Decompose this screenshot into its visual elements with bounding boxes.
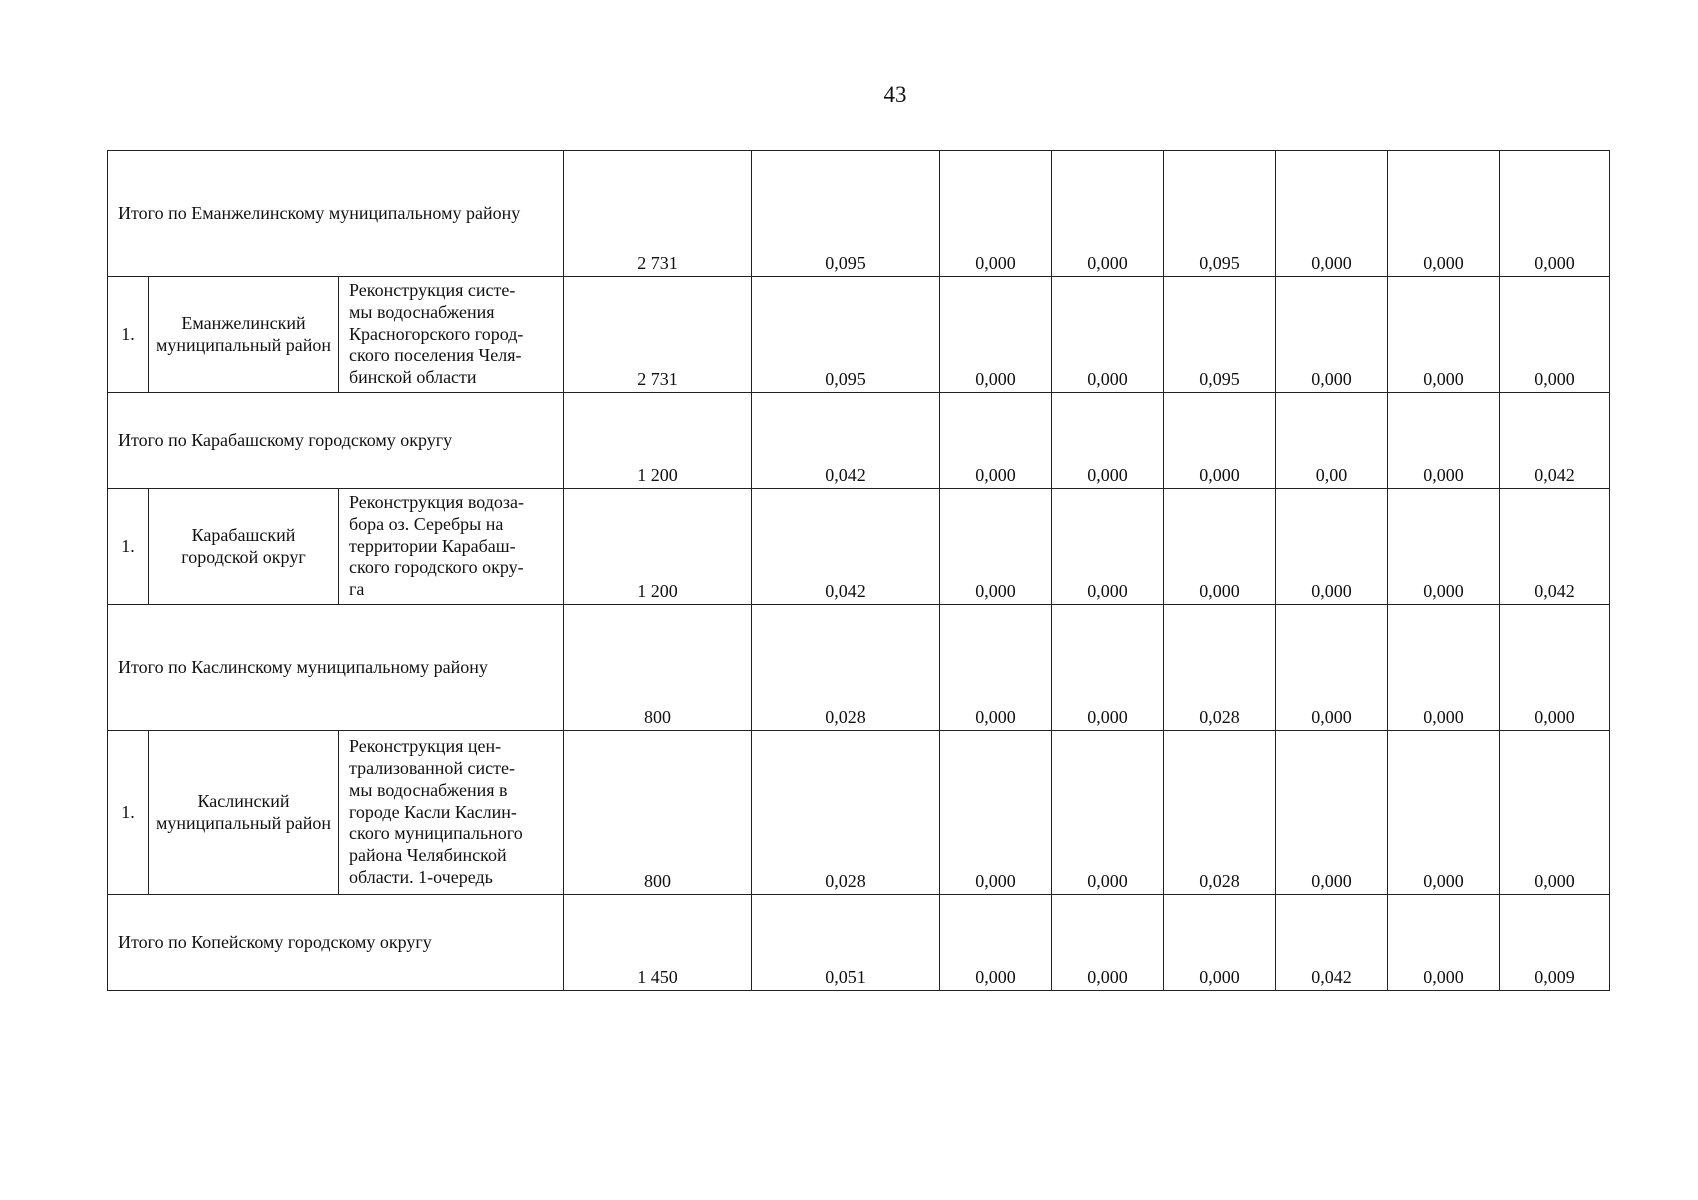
municipality-name: Карабашский городской округ [149,489,339,605]
value-cell: 2 731 [564,151,752,277]
total-row [108,151,1610,277]
value-cell: 0,000 [1276,489,1388,605]
value-cell: 0,000 [1388,489,1500,605]
value-cell: 0,000 [1500,731,1610,895]
project-line: ского городского окру- [349,557,524,578]
total-row [108,393,1610,489]
value-cell: 0,000 [940,393,1052,489]
value-cell: 0,000 [1388,277,1500,393]
value-cell: 0,000 [1052,151,1164,277]
value-cell: 800 [564,731,752,895]
project-line: городе Касли Каслин- [349,801,517,822]
value-cell: 0,000 [940,151,1052,277]
value-cell: 0,095 [752,151,940,277]
value-cell: 0,00 [1276,393,1388,489]
value-cell: 0,000 [1164,489,1276,605]
project-line: Реконструкция систе- [349,279,516,300]
value-cell: 0,000 [1276,151,1388,277]
project-line: района Челябинской [349,845,507,866]
row-index: 1. [108,277,149,393]
project-line: Красногорского город- [349,323,524,344]
total-label: Итого по Копейскому городскому округу [108,895,564,991]
value-cell: 0,000 [1052,393,1164,489]
value-cell: 0,000 [1500,605,1610,731]
value-cell: 0,028 [1164,731,1276,895]
municipality-name: Еманжелинский муниципальный район [149,277,339,393]
value-cell: 0,000 [940,489,1052,605]
value-cell: 1 450 [564,895,752,991]
value-cell: 0,042 [1500,489,1610,605]
page-number: 43 [883,82,907,107]
value-cell: 0,000 [940,895,1052,991]
value-cell: 0,000 [1276,277,1388,393]
value-cell: 0,000 [1500,151,1610,277]
project-line: мы водоснабжения [349,301,495,322]
data-table [107,150,1610,991]
value-cell: 0,000 [1388,731,1500,895]
value-cell: 0,051 [752,895,940,991]
value-cell: 0,000 [1388,895,1500,991]
total-row [108,605,1610,731]
row-index: 1. [108,731,149,895]
value-cell: 0,000 [940,277,1052,393]
value-cell: 1 200 [564,393,752,489]
value-cell: 2 731 [564,277,752,393]
value-cell: 0,042 [1276,895,1388,991]
project-line: Реконструкция водоза- [349,491,524,512]
value-cell: 0,000 [1276,731,1388,895]
project-line: ского поселения Челя- [349,345,522,366]
value-cell: 0,000 [1164,393,1276,489]
project-description [339,489,564,605]
project-line: области. 1-очередь [349,867,493,888]
value-cell: 0,000 [1052,895,1164,991]
project-description [339,731,564,895]
value-cell: 0,000 [1164,895,1276,991]
project-line: трализованной систе- [349,757,515,778]
value-cell: 0,000 [1388,605,1500,731]
total-label: Итого по Еманжелинскому муниципальному району [108,151,564,277]
value-cell: 0,000 [940,731,1052,895]
project-line: бинской области [349,367,477,388]
value-cell: 0,000 [1388,393,1500,489]
value-cell: 0,000 [1052,605,1164,731]
project-line: бора оз. Серебры на [349,513,504,534]
value-cell: 0,000 [1052,277,1164,393]
value-cell: 0,042 [752,489,940,605]
value-cell: 0,042 [752,393,940,489]
value-cell: 0,028 [752,731,940,895]
project-line: Реконструкция цен- [349,735,502,756]
total-label: Итого по Каслинскому муниципальному району [108,605,564,731]
value-cell: 0,000 [1052,731,1164,895]
project-description [339,277,564,393]
value-cell: 0,042 [1500,393,1610,489]
municipality-name: Каслинский муниципальный район [149,731,339,895]
item-row [108,731,1610,895]
value-cell: 0,028 [1164,605,1276,731]
value-cell: 0,095 [752,277,940,393]
value-cell: 0,000 [1388,151,1500,277]
project-line: мы водоснабжения в [349,779,508,800]
value-cell: 1 200 [564,489,752,605]
value-cell: 0,000 [1052,489,1164,605]
value-cell: 0,095 [1164,151,1276,277]
item-row [108,489,1610,605]
value-cell: 0,009 [1500,895,1610,991]
value-cell: 800 [564,605,752,731]
value-cell: 0,000 [940,605,1052,731]
project-line: ского муниципального [349,823,523,844]
value-cell: 0,028 [752,605,940,731]
item-row [108,277,1610,393]
project-line: га [349,579,365,600]
value-cell: 0,000 [1500,277,1610,393]
value-cell: 0,000 [1276,605,1388,731]
row-index: 1. [108,489,149,605]
total-row [108,895,1610,991]
total-label: Итого по Карабашскому городскому округу [108,393,564,489]
value-cell: 0,095 [1164,277,1276,393]
project-line: территории Карабаш- [349,535,516,556]
